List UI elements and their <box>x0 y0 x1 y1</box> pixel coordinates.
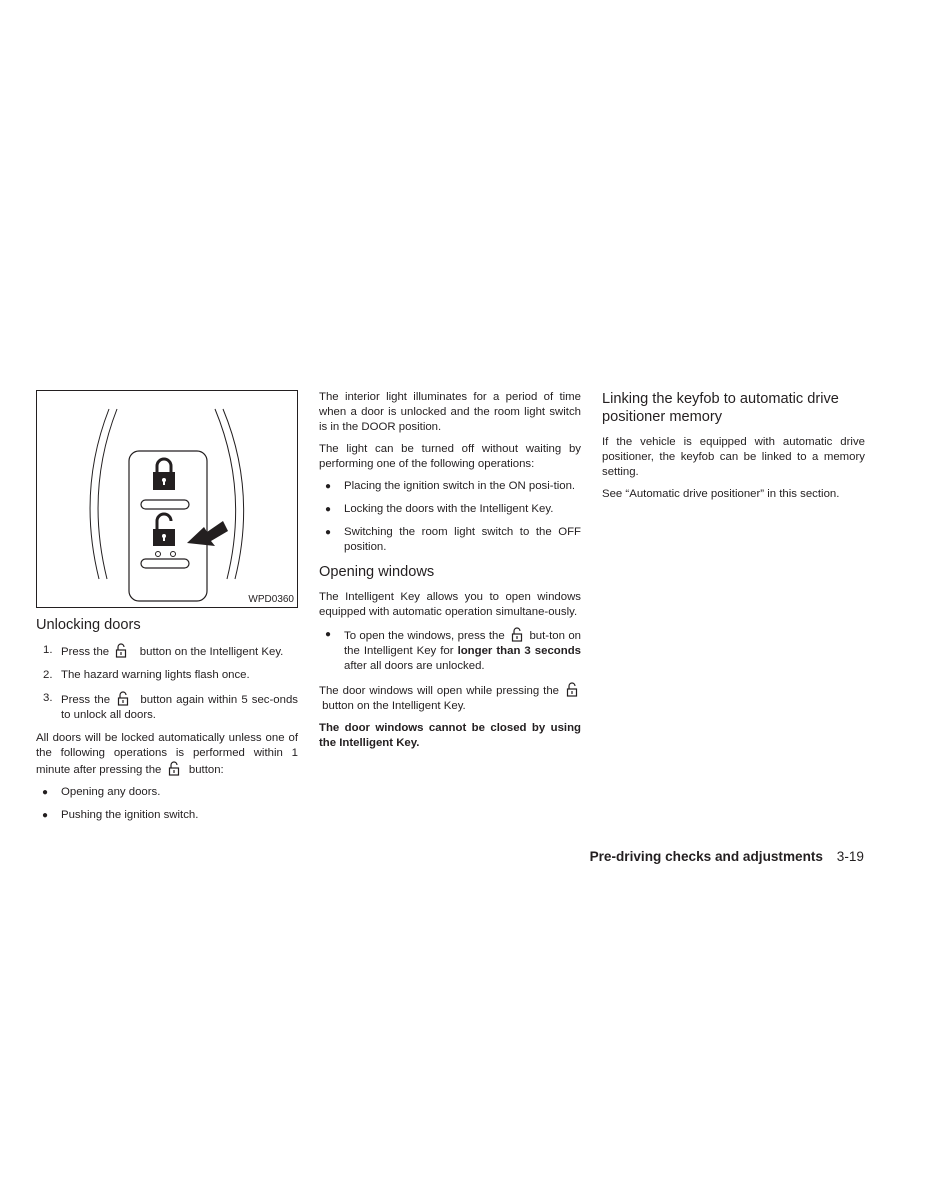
unlock-padlock-icon <box>114 643 128 658</box>
windows-open-paragraph: The door windows will open while pressing the button on the Intelligent Key. <box>319 682 581 714</box>
unlock-padlock-icon <box>116 691 130 706</box>
step-number: 3. <box>43 692 53 704</box>
unlock-padlock-icon <box>167 761 181 776</box>
list-item: 3. Press the button again within 5 sec-onds to unlock all doors. <box>43 692 298 721</box>
section-heading-keyfob-linking: Linking the keyfob to automatic drive positioner memory <box>602 391 839 425</box>
list-item: ● Opening any doors. <box>36 785 298 800</box>
footer-section-title: Pre-driving checks and adjustments <box>589 849 823 864</box>
open-windows-list <box>319 627 581 674</box>
auto-lock-paragraph: All doors will be locked automatically unless one of the following operations is performed within 1 minute after pressing the button: <box>36 732 298 776</box>
column-2 <box>319 390 581 758</box>
windows-intro-paragraph: The Intelligent Key allows you to open windows equipped with automatic operation simultane-ously. <box>319 591 581 618</box>
unlocking-steps <box>36 643 298 723</box>
list-item: ● Locking the doors with the Intelligent Key. <box>319 502 581 517</box>
unlock-padlock-icon <box>510 627 524 642</box>
step-number: 1. <box>43 644 53 656</box>
figure-code: WPD0360 <box>248 594 294 605</box>
list-item: ● Pushing the ignition switch. <box>36 808 298 823</box>
section-heading-opening-windows: Opening windows <box>319 564 435 580</box>
interior-light-paragraph: The interior light illuminates for a period of time when a door is unlocked and the room light switch is in the DOOR position. <box>319 391 581 433</box>
list-item: ● Switching the room light switch to the OFF position. <box>319 525 581 555</box>
see-also-paragraph: See “Automatic drive positioner” in this section. <box>602 488 840 500</box>
page-footer <box>590 848 864 865</box>
unlock-padlock-icon <box>565 682 579 697</box>
keyfob-linking-paragraph: If the vehicle is equipped with automatic drive positioner, the keyfob can be linked to a memory setting. <box>602 436 865 478</box>
column-3 <box>602 390 865 509</box>
page-number: 3-19 <box>836 849 864 864</box>
light-off-paragraph: The light can be turned off without waiting by performing one of the following operations: <box>319 443 581 470</box>
list-item: 2. The hazard warning lights flash once. <box>43 669 250 681</box>
auto-lock-cancel-list <box>36 785 298 823</box>
list-item: ● Placing the ignition switch in the ON posi-tion. <box>319 479 581 494</box>
step-number: 2. <box>43 669 53 681</box>
list-item: ● To open the windows, press the but-ton on the Intelligent Key for longer than 3 seconds after all doors are unlocked. <box>319 627 581 674</box>
list-item: 1. Press the button on the Intelligent Key. <box>43 644 284 658</box>
intelligent-key-figure <box>36 390 298 608</box>
section-heading-unlocking-doors: Unlocking doors <box>36 617 141 633</box>
intelligent-key-illustration <box>37 391 297 607</box>
column-1 <box>36 390 298 831</box>
light-off-operations-list <box>319 479 581 555</box>
windows-warning-paragraph: The door windows cannot be closed by using the Intelligent Key. <box>319 722 581 749</box>
